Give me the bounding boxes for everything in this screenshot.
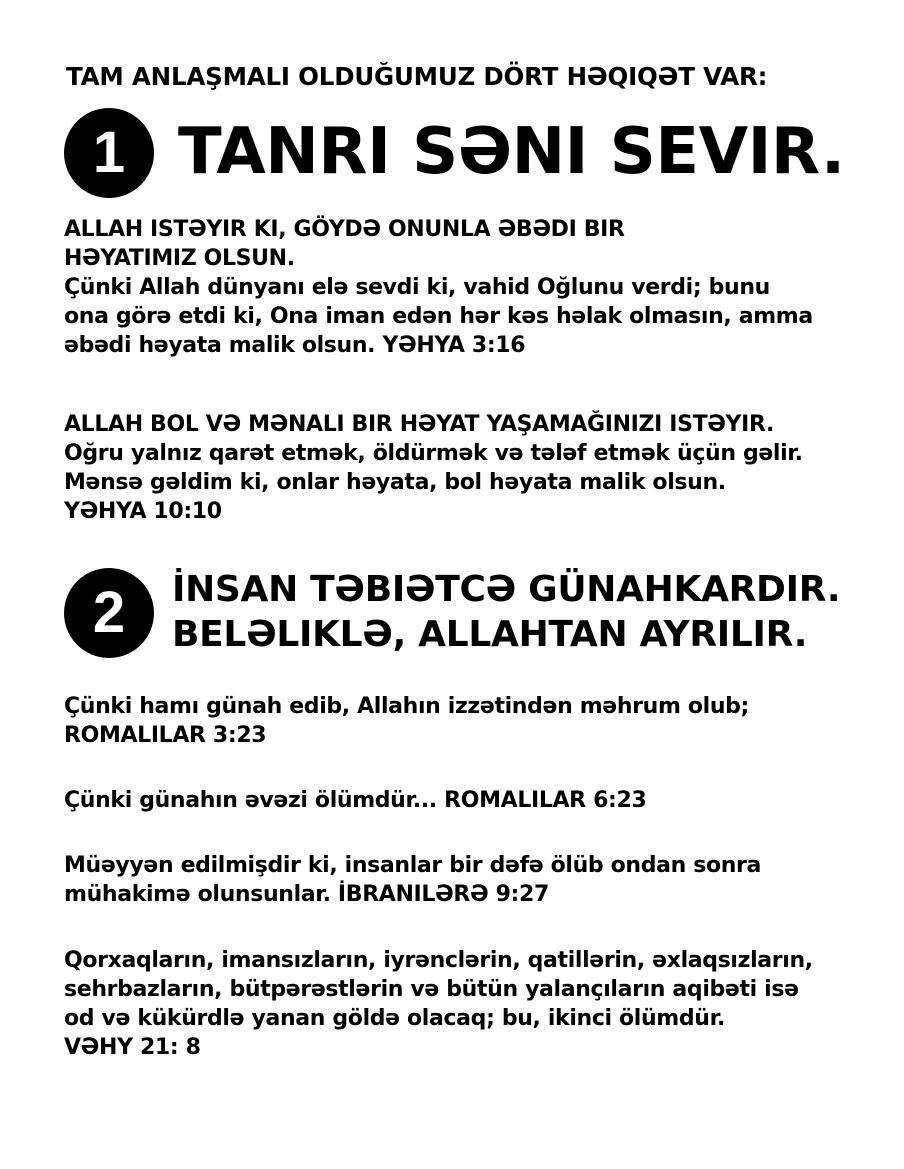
text-line: Çünki Allah dünyanı elə sevdi ki, vahid Oğlunu verdi; bunu: [64, 275, 770, 300]
section-1-heading: TANRI SƏNI SEVIR.: [178, 115, 845, 189]
section-2-heading: [172, 567, 840, 657]
text-line: YƏHYA 10:10: [64, 499, 222, 524]
section-2-block-2: [64, 786, 864, 815]
text-line: Mənsə gəldim ki, onlar həyata, bol həyata malik olsun.: [64, 470, 726, 495]
text-line: Oğru yalnız qarət etmək, öldürmək və tələf etmək üçün gəlir.: [64, 441, 803, 466]
text-line: Müəyyən edilmişdir ki, insanlar bir dəfə ölüb ondan sonra: [64, 853, 762, 878]
text-line: ALLAH ISTƏYIR KI, GÖYDƏ ONUNLA ƏBƏDI BIR: [64, 217, 625, 242]
text-line: VƏHY 21: 8: [64, 1035, 201, 1060]
section-1-number-badge: 1: [64, 108, 154, 198]
section-2-block-3: [64, 851, 864, 909]
section-2-block-1: [64, 692, 864, 750]
text-line: Qorxaqların, imansızların, iyrənclərin, qatillərin, əxlaqsızların,: [64, 948, 813, 973]
text-line: mühakimə olunsunlar. İBRANILƏRƏ 9:27: [64, 882, 549, 907]
text-line: Çünki hamı günah edib, Allahın izzətindən məhrum olub;: [64, 694, 749, 719]
text-line: əbədi həyata malik olsun. YƏHYA 3:16: [64, 333, 526, 358]
text-line: ROMALILAR 3:23: [64, 723, 267, 748]
text-line: ALLAH BOL VƏ MƏNALI BIR HƏYAT YAŞAMAĞINIZI ISTƏYIR.: [64, 412, 774, 437]
heading-line: BELƏLIKLƏ, ALLAHTAN AYRILIR.: [172, 614, 808, 655]
heading-line: İNSAN TƏBIƏTCƏ GÜNAHKARDIR.: [172, 569, 841, 610]
section-1-block-1: [64, 215, 864, 360]
section-2-number-badge: 2: [64, 568, 154, 658]
text-line: od və kükürdlə yanan göldə olacaq; bu, ikinci ölümdür.: [64, 1006, 725, 1031]
section-2-block-4: [64, 946, 864, 1062]
text-line: ona görə etdi ki, Ona iman edən hər kəs həlak olmasın, amma: [64, 304, 813, 329]
intro-heading: TAM ANLAŞMALI OLDUĞUMUZ DÖRT HƏQIQƏT VAR:: [66, 62, 768, 91]
section-1-block-2: [64, 410, 864, 526]
text-line: HƏYATIMIZ OLSUN.: [64, 246, 295, 271]
text-line: sehrbazların, bütpərəstlərin və bütün yalançıların aqibəti isə: [64, 977, 799, 1002]
text-line: Çünki günahın əvəzi ölümdür... ROMALILAR 6:23: [64, 788, 647, 813]
